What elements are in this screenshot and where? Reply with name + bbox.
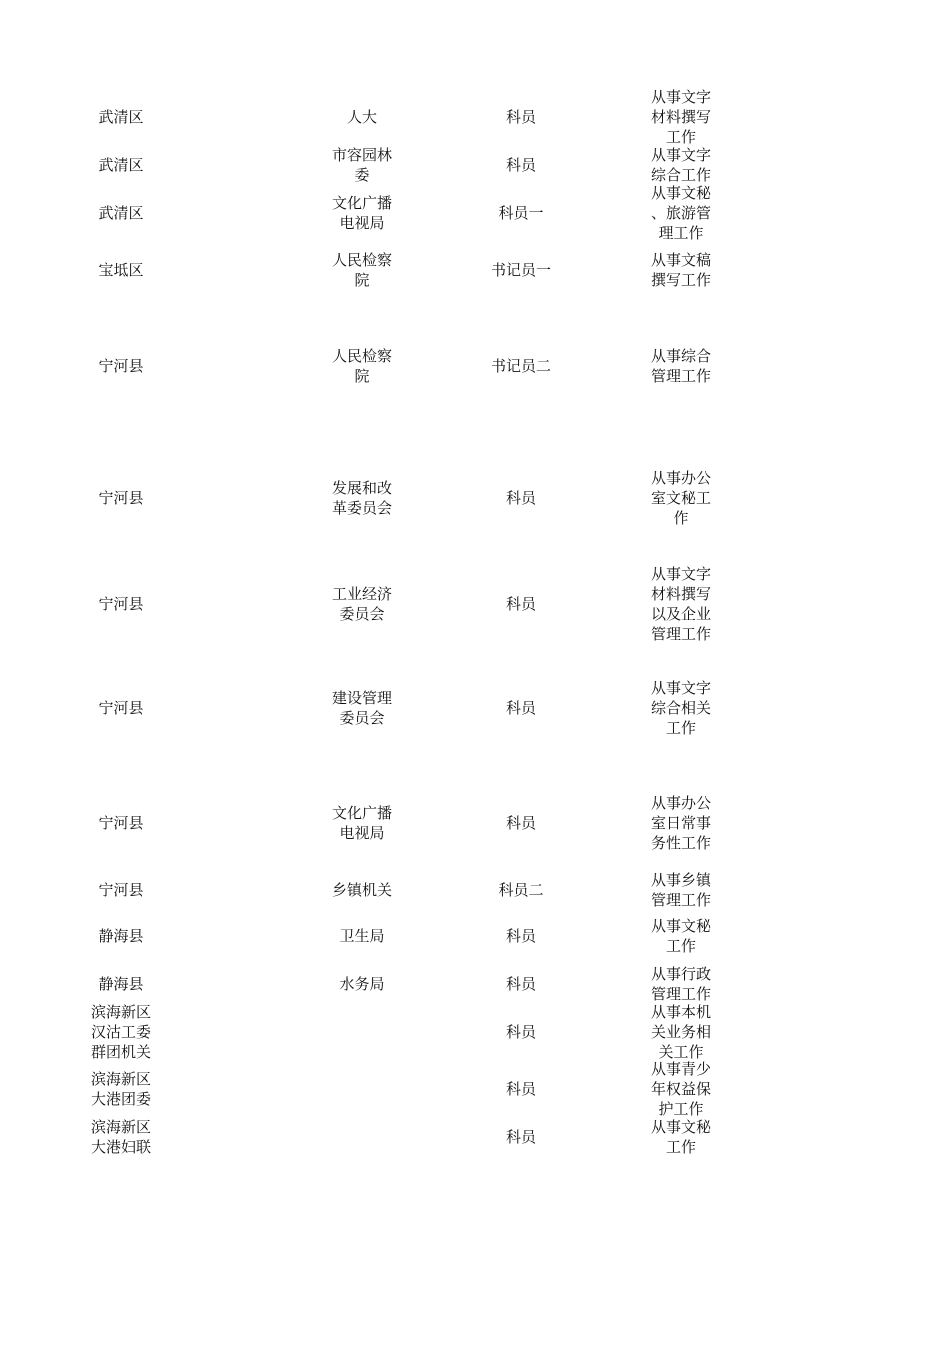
unit-cell: 市容园林 委 [331,146,392,184]
duties-cell: 从事文字 材料撰写 以及企业 管理工作 [650,565,711,643]
district-cell: 武清区 [98,204,144,222]
unit-cell: 人民检察 院 [331,251,392,289]
table-row [0,646,950,770]
unit-cell: 文化广播 电视局 [331,194,392,232]
district-cell: 武清区 [98,108,144,126]
unit-cell: 发展和改 革委员会 [331,479,392,517]
unit-cell: 卫生局 [339,927,385,945]
position-cell: 科员 [505,156,536,174]
unit-cell: 乡镇机关 [331,881,392,899]
district-cell: 宁河县 [98,699,144,717]
unit-cell: 人大 [346,108,377,126]
table-row [0,770,950,876]
table-row [0,88,950,146]
unit-cell [320,1061,404,1117]
position-cell: 科员 [505,1023,536,1041]
duties-cell: 从事青少 年权益保 护工作 [650,1060,711,1118]
duties-cell: 从事本机 关业务相 关工作 [650,1003,711,1061]
unit-cell: 文化广播 电视局 [331,804,392,842]
duties-cell: 从事文秘 工作 [650,917,711,955]
unit-cell: 水务局 [339,975,385,993]
duties-cell: 从事文稿 撰写工作 [650,251,711,289]
position-cell: 科员 [505,1128,536,1146]
position-cell: 科员 [505,927,536,945]
district-cell: 宁河县 [98,489,144,507]
duties-cell: 从事行政 管理工作 [650,965,711,1003]
unit-cell: 建设管理 委员会 [331,689,392,727]
unit-cell: 人民检察 院 [331,347,392,385]
position-cell: 科员 [505,975,536,993]
district-cell: 宁河县 [98,814,144,832]
table-row [0,184,950,242]
duties-cell: 从事综合 管理工作 [650,347,711,385]
table-row [0,562,950,646]
district-cell: 宝坻区 [98,261,144,279]
position-cell: 科员 [505,595,536,613]
district-cell: 宁河县 [98,881,144,899]
position-cell: 科员二 [498,881,544,899]
table-row [0,1061,950,1117]
duties-cell: 从事办公 室文秘工 作 [650,469,711,527]
position-cell: 科员 [505,489,536,507]
duties-cell: 从事文字 综合工作 [650,146,711,184]
duties-cell: 从事文秘 工作 [650,1118,711,1156]
unit-cell [320,1003,404,1061]
position-cell: 科员 [505,108,536,126]
position-cell: 科员一 [498,204,544,222]
table-row [0,146,950,184]
unit-cell: 工业经济 委员会 [331,585,392,623]
district-cell: 宁河县 [98,595,144,613]
table-row [0,1003,950,1061]
district-cell: 武清区 [98,156,144,174]
position-cell: 科员 [505,699,536,717]
district-cell: 静海县 [98,927,144,945]
district-cell: 宁河县 [98,357,144,375]
position-cell: 书记员一 [490,261,551,279]
table-row [0,434,950,562]
duties-cell: 从事办公 室日常事 务性工作 [650,794,711,852]
duties-cell: 从事乡镇 管理工作 [650,871,711,909]
position-cell: 科员 [505,814,536,832]
district-cell: 滨海新区 汉沽工委 群团机关 [90,1003,151,1061]
position-cell: 科员 [505,1080,536,1098]
district-cell: 滨海新区 大港团委 [90,1070,151,1108]
duties-cell: 从事文字 材料撰写 工作 [650,88,711,146]
table-row [0,298,950,434]
district-cell: 静海县 [98,975,144,993]
unit-cell [320,1117,404,1157]
table-row [0,964,950,1004]
table-row [0,242,950,298]
table-row [0,912,950,960]
duties-cell: 从事文字 综合相关 工作 [650,679,711,737]
table-row [0,1117,950,1157]
duties-cell: 从事文秘 、旅游管 理工作 [650,184,711,242]
position-cell: 书记员二 [490,357,551,375]
table-row [0,871,950,909]
district-cell: 滨海新区 大港妇联 [90,1118,151,1156]
